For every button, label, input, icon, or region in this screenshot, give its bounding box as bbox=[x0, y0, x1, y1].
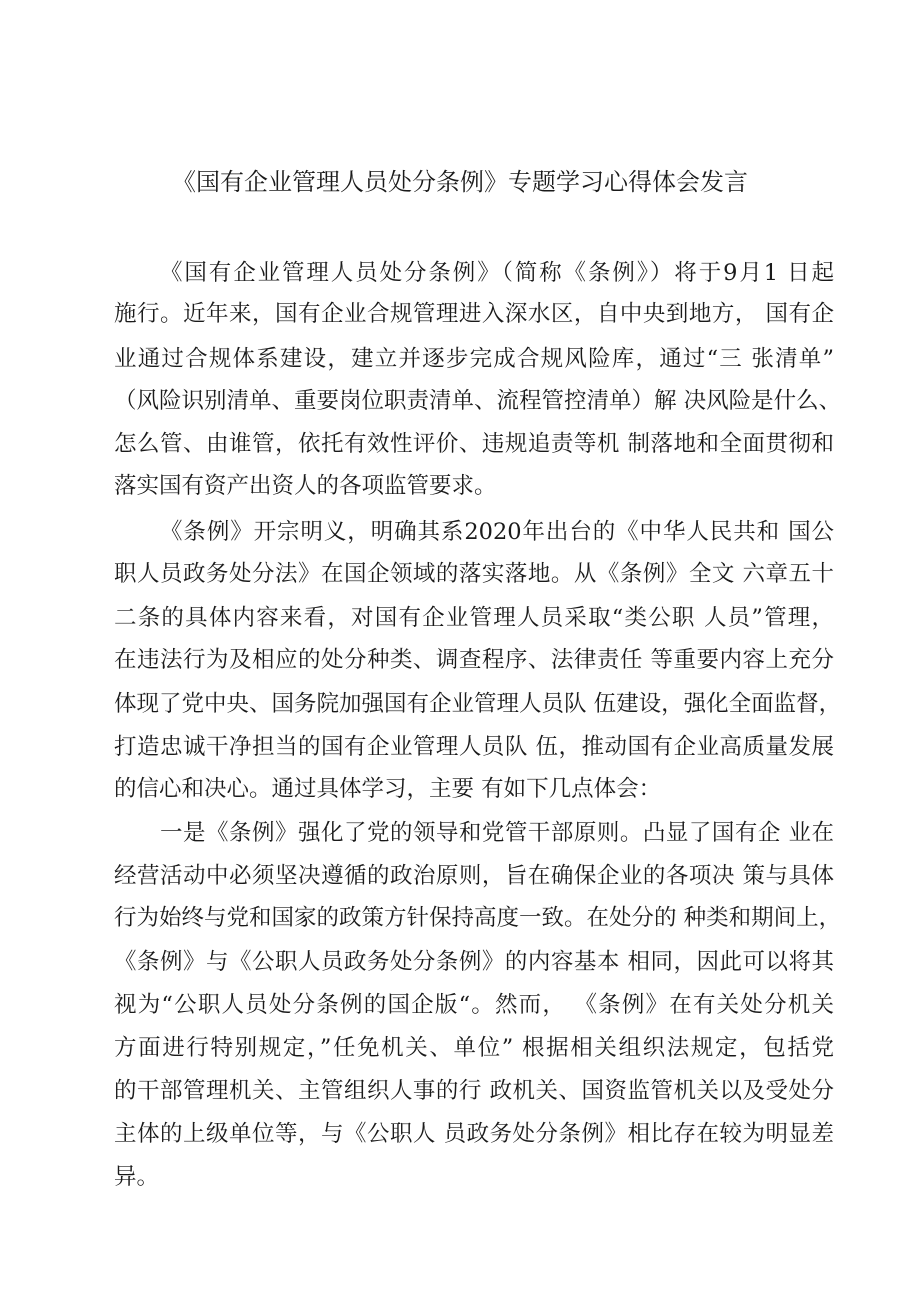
paragraph-1-line-6: 落实国有资产出资人的各项监管要求。 bbox=[114, 473, 497, 499]
paragraph-1-line-1: 《国有企业管理人员处分条例》（简称《条例》）将于9月1 日起 bbox=[160, 260, 834, 286]
paragraph-3-line-2: 经营活动中必须坚决遵循的政治原则，旨在确保企业的各项决 策与具体 bbox=[114, 863, 834, 889]
paragraph-3-line-1: 一是《条例》强化了党的领导和党管干部原则。凸显了国有企 业在 bbox=[160, 820, 834, 846]
paragraph-3-line-6: 方面进行特别规定，”任免机关、单位” 根据相关组织法规定，包括党 bbox=[114, 1035, 834, 1061]
paragraph-2-line-4: 在违法行为及相应的处分种类、调查程序、法律责任 等重要内容上充分 bbox=[114, 647, 834, 673]
paragraph-2-line-2: 职人员政务处分法》在国企领域的落实落地。从《条例》全文 六章五十 bbox=[114, 561, 834, 587]
paragraph-3-line-5: 视为“公职人员处分条例的国企版“。然而， 《条例》在有关处分机关 bbox=[114, 992, 834, 1018]
paragraph-3-line-3: 行为始终与党和国家的政策方针保持高度一致。在处分的 种类和期间上， bbox=[114, 905, 842, 931]
paragraph-2-line-7: 的信心和决心。通过具体学习，主要 有如下几点体会： bbox=[114, 776, 662, 802]
paragraph-2-line-5: 体现了党中央、国务院加强国有企业管理人员队 伍建设，强化全面监督， bbox=[114, 691, 842, 717]
paragraph-3-line-7: 的干部管理机关、主管组织人事的行 政机关、国资监管机关以及受处分 bbox=[114, 1078, 834, 1104]
document-title: 《国有企业管理人员处分条例》专题学习心得体会发言 bbox=[172, 168, 748, 196]
paragraph-3-line-4: 《条例》与《公职人员政务处分条例》的内容基本 相同，因此可以将其 bbox=[114, 949, 834, 975]
paragraph-1-line-2: 施行。近年来，国有企业合规管理进入深水区，自中央到地方， 国有企 bbox=[114, 301, 834, 327]
paragraph-3-line-9: 异。 bbox=[114, 1164, 160, 1190]
paragraph-2-line-6: 打造忠诚干净担当的国有企业管理人员队 伍，推动国有企业高质量发展 bbox=[114, 734, 834, 760]
paragraph-1-line-4: （风险识别清单、重要岗位职责清单、流程管控清单）解 决风险是什么、 bbox=[114, 388, 842, 414]
paragraph-3-line-8: 主体的上级单位等，与《公职人 员政务处分条例》相比存在较为明显差 bbox=[114, 1121, 834, 1147]
paragraph-1-line-3: 业通过合规体系建设，建立并逐步完成合规风险库，通过“三 张清单” bbox=[114, 346, 834, 372]
paragraph-2-line-3: 二条的具体内容来看，对国有企业管理人员采取“类公职 人员”管理， bbox=[114, 605, 834, 631]
paragraph-2-line-1: 《条例》开宗明义，明确其系2020年出台的《中华人民共和 国公 bbox=[160, 519, 834, 545]
paragraph-1-line-5: 怎么管、由谁管，依托有效性评价、违规追责等机 制落地和全面贯彻和 bbox=[114, 431, 834, 457]
